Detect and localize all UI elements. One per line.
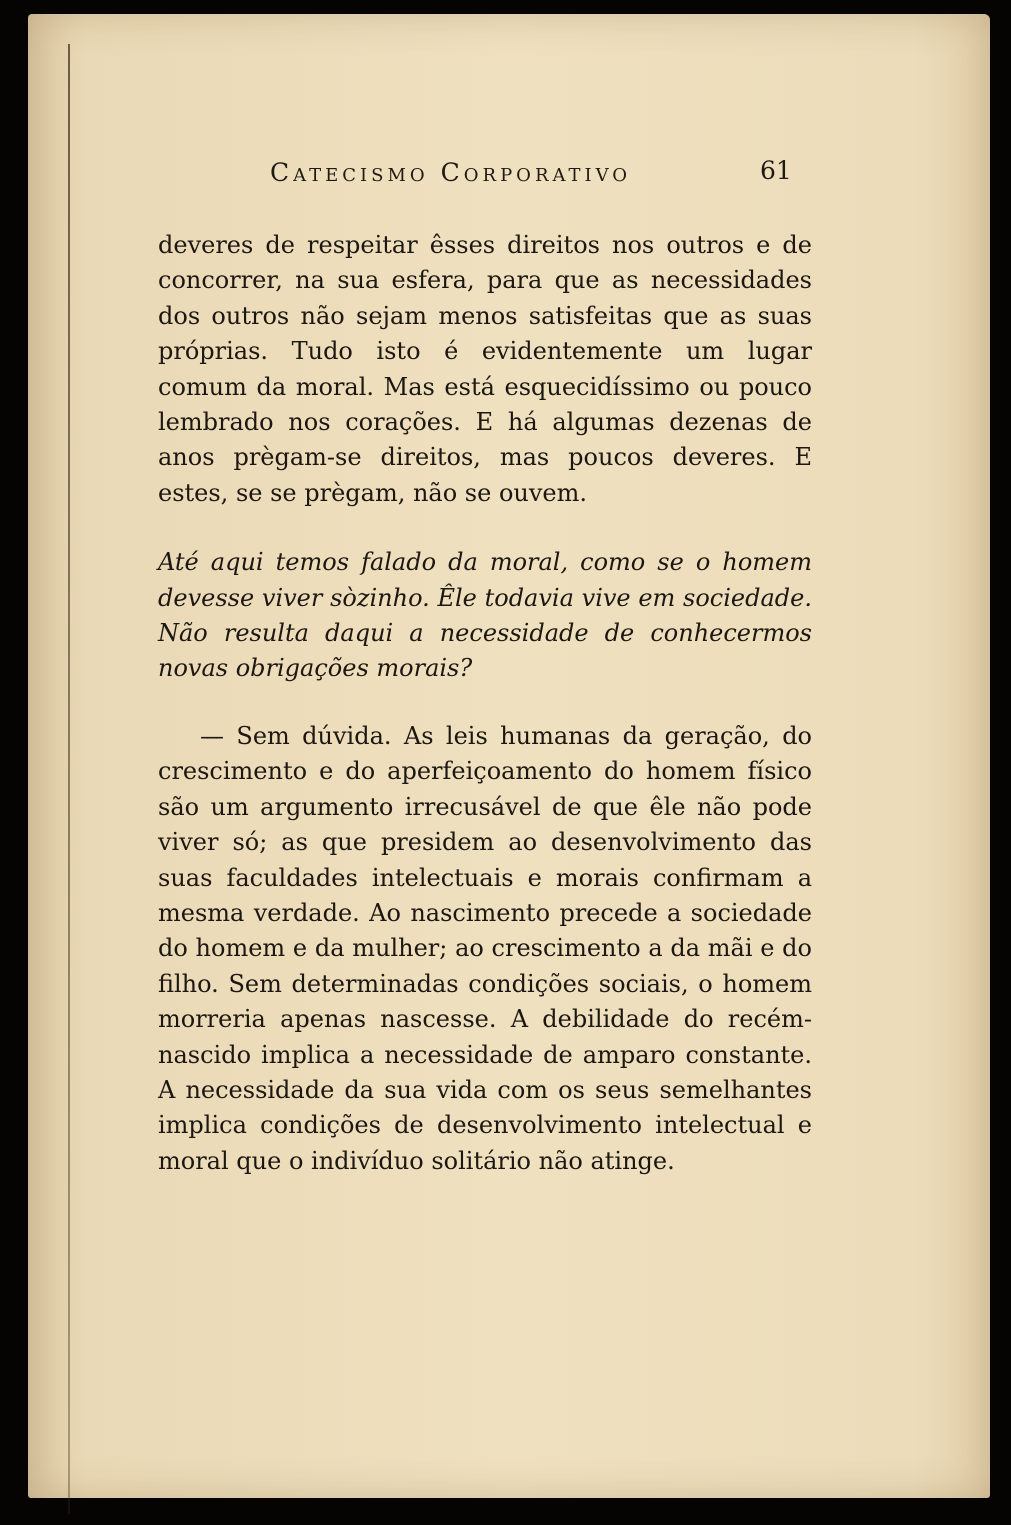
paragraph-continuation: deveres de respeitar êsses direitos nos outros e de concorrer, na sua esfera, para que as necessidades dos outros não sejam menos satisfeitas que as suas próprias. Tudo isto é evidentemente um lugar comum da moral. Mas está esquecidíssimo ou pouco lembrado nos corações. E há algumas dezenas de anos prègam-se direitos, mas poucos deveres. E estes, se se prègam, não se ouvem. [158,231,812,507]
binding-gutter [68,44,70,1514]
running-header [270,150,830,190]
body-text [158,228,812,1179]
paragraph-question: Até aqui temos falado da moral, como se o homem devesse viver sòzinho. Êle todavia vive em sociedade. Não resulta daqui a necessidade de conhecermos novas obrigações morais? [158,548,812,683]
running-title: Catecismo Corporativo [270,158,632,187]
paragraph-answer: — Sem dúvida. As leis humanas da geração, do crescimento e do aperfeiçoamento do homem físico são um argumento irrecusável de que êle não pode viver só; as que presidem ao desenvolvimento das suas faculdades intelectuais e morais confirmam a mesma verdade. Ao nascimento precede a sociedade do homem e da mulher; ao crescimento a da mãi e do filho. Sem determinadas condições sociais, o homem morreria apenas nascesse. A debilidade do recém-nascido implica a necessidade de amparo constante. A necessidade da sua vida com os seus semelhantes implica condições de desenvolvimento intelectual e moral que o indivíduo solitário não atinge. [158,721,812,1175]
page-number: 61 [760,156,792,185]
